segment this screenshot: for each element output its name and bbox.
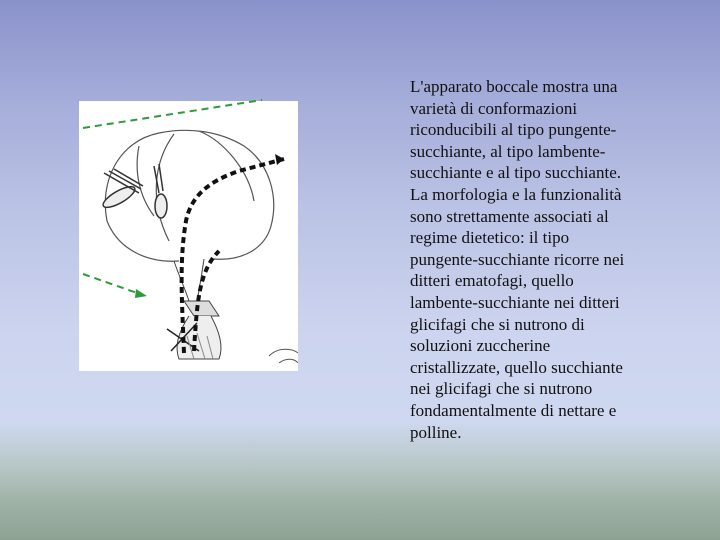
proboscis <box>167 259 221 359</box>
eye-outline <box>156 134 174 241</box>
antenna-left <box>100 169 143 211</box>
slide-body-text: L'apparato boccale mostra una varietà di conformazioni riconducibili al tipo pungente- succhiante, al tipo lambente- succhiante e al tipo succhiante. La morfologia e la funzionalità sono strettamente associati al regime dietetico: il tipo pungente-succhiante ricorre nei ditteri ematofagi, quello lambente-succhiante nei ditteri glicifagi che si nutrono di soluzioni zuccherine cristallizzate, quello succhiante nei glicifagi che si nutrono fondamentalmente di nettare e polline. <box>410 77 625 442</box>
arrow-head-black <box>275 154 284 165</box>
lower-outline <box>269 349 298 363</box>
mouthparts-illustration <box>79 101 298 371</box>
fly-head-drawing <box>79 101 298 371</box>
